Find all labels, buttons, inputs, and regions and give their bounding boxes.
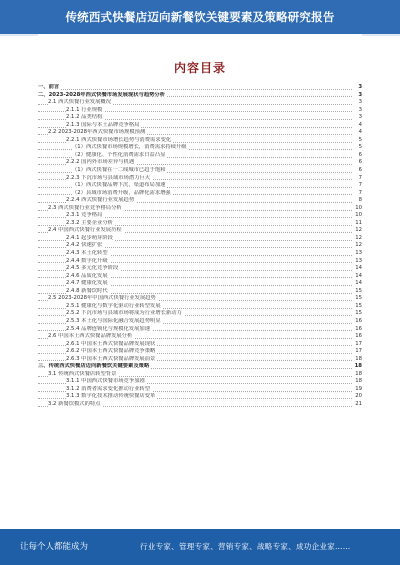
toc-entry-label: 2.4.1 起步萌芽阶段 — [66, 234, 113, 241]
toc-entry-label: 2.2.4 西式快餐行业发展趋势 — [66, 197, 135, 204]
toc-entry-page: 14 — [352, 280, 362, 288]
toc-entry[interactable] — [38, 114, 362, 122]
toc-entry[interactable] — [38, 371, 362, 379]
toc-entry-page: 13 — [352, 250, 362, 258]
toc-entry-page: 15 — [352, 303, 362, 311]
toc-entry-label: 3.2 新餐饮模式的特点 — [48, 400, 101, 407]
toc-entry-label: 2.4.4 数字化升级 — [66, 257, 108, 264]
toc-entry-label: 2.2 2023-2028年西式快餐市场规模预测 — [48, 129, 146, 136]
toc-entry-label: 2.2.1 西式快餐市场增长趋势与消费需求变化 — [66, 136, 172, 143]
toc-entry-label: 2.1.1 行业规模 — [66, 106, 103, 113]
toc-entry-page: 10 — [352, 205, 362, 213]
toc-entry-page: 20 — [352, 393, 362, 401]
toc-entry-label: 3.1.1 中国西式快餐市场竞争加剧 — [66, 378, 145, 385]
toc-entry-page: 6 — [352, 152, 362, 160]
toc-entry[interactable] — [38, 122, 362, 130]
toc-entry[interactable] — [38, 295, 362, 303]
toc-entry[interactable] — [38, 348, 362, 356]
toc-entry-label: 2.6.3 中国本土西式快餐品牌发展前景 — [66, 355, 156, 362]
toc-entry[interactable] — [38, 197, 362, 205]
toc-entry[interactable] — [38, 318, 362, 326]
toc-entry[interactable] — [38, 175, 362, 183]
toc-leader-dots — [38, 89, 352, 90]
toc-entry-label: 一、前言 — [38, 84, 60, 90]
toc-entry-page: 4 — [352, 129, 362, 137]
toc-entry[interactable] — [38, 280, 362, 288]
toc-entry-page: 11 — [352, 220, 362, 228]
toc-list — [38, 84, 362, 409]
toc-entry-label: 2.4.5 多元化竞争阶段 — [66, 265, 119, 272]
toc-title: 内容目录 — [173, 61, 226, 75]
toc-entry-label: 2.5.3 本土化与国际化融合发展趋势明显 — [66, 317, 161, 324]
toc-entry[interactable] — [38, 137, 362, 145]
toc-entry-page: 6 — [352, 167, 362, 175]
toc-entry[interactable] — [38, 310, 362, 318]
toc-entry-label: 2.3.1 竞争格局 — [66, 212, 103, 219]
toc-entry-page: 17 — [352, 348, 362, 356]
toc-entry-page: 15 — [352, 295, 362, 303]
toc-entry-label: 2.2.3 下沉市场与县域市场潜力巨大 — [66, 174, 151, 181]
toc-entry[interactable] — [38, 341, 362, 349]
document-page — [38, 34, 362, 529]
toc-entry-label: 3.1.3 数字化技术推动传统快餐店变革 — [66, 393, 156, 400]
toc-entry-label: 2.4.8 新餐饮时代 — [66, 287, 108, 294]
toc-entry-label: 三、传统西式快餐店迈向新餐饮关键要素及策略 — [38, 363, 150, 370]
toc-entry[interactable] — [38, 393, 362, 401]
toc-entry[interactable] — [38, 99, 362, 107]
toc-entry-label: 2.4.2 快速扩张 — [66, 242, 103, 249]
toc-entry[interactable] — [38, 333, 362, 341]
toc-entry-page: 6 — [352, 159, 362, 167]
toc-entry[interactable] — [38, 386, 362, 394]
toc-entry-page: 18 — [352, 371, 362, 379]
toc-entry[interactable] — [38, 182, 362, 190]
toc-entry[interactable] — [38, 235, 362, 243]
toc-entry-label: 2.4 中国西式快餐行业发展历程 — [48, 227, 122, 234]
toc-entry[interactable] — [38, 92, 362, 100]
toc-entry-page: 3 — [352, 107, 362, 115]
toc-entry-label: 2.1 西式快餐行业发展概况 — [48, 99, 112, 106]
toc-entry-label: 2.5.2 下沉市场与县域市场将成为行业增长新动力 — [66, 310, 182, 317]
toc-entry-page: 16 — [352, 333, 362, 341]
toc-entry-label: 2.1.2 品类结构 — [66, 114, 103, 121]
toc-entry[interactable] — [38, 401, 362, 409]
toc-entry[interactable] — [38, 84, 362, 92]
toc-entry-label: （2）县域市场消费升级，品牌化需求增强 — [72, 189, 171, 196]
toc-entry-label: （1）西式快餐市场规模增长，消费需求持续升级 — [72, 144, 187, 151]
toc-entry-label: （1）西式快餐品牌下沉，渠道布局加速 — [72, 182, 166, 189]
toc-entry-label: 2.3 西式快餐行业竞争格局分析 — [48, 204, 122, 211]
toc-entry-page: 12 — [352, 242, 362, 250]
toc-entry[interactable] — [38, 378, 362, 386]
toc-entry-page: 15 — [352, 310, 362, 318]
toc-entry-label: 2.3.2 主要企业分析 — [66, 219, 113, 226]
toc-entry-label: 二、2023-2028年西式快餐市场发展现状与趋势分析 — [38, 91, 166, 98]
toc-entry-page: 7 — [352, 182, 362, 190]
toc-entry-label: 2.5.4 品牌连锁化与规模化发展加速 — [66, 325, 151, 332]
header-bar — [0, 0, 400, 34]
toc-entry-page: 18 — [352, 378, 362, 386]
toc-entry-label: 2.1.3 国际与本土品牌竞争格局 — [66, 121, 140, 128]
toc-entry-page: 7 — [352, 175, 362, 183]
toc-entry-label: 2.4.7 健康化发展 — [66, 280, 108, 287]
toc-entry-label: 2.4.6 品质化发展 — [66, 272, 108, 279]
toc-entry[interactable] — [38, 250, 362, 258]
toc-entry-label: 2.4.3 本土化转型 — [66, 250, 108, 257]
toc-entry-page: 17 — [352, 341, 362, 349]
toc-entry[interactable] — [38, 205, 362, 213]
toc-entry-page: 15 — [352, 288, 362, 296]
toc-entry-page: 8 — [352, 197, 362, 205]
toc-entry-label: 2.2.2 国内外市场差异与机遇 — [66, 159, 135, 166]
toc-entry-label: 2.6 中国本土西式快餐品牌发展分析 — [48, 333, 133, 340]
toc-entry[interactable] — [38, 273, 362, 281]
toc-entry[interactable] — [38, 190, 362, 198]
toc-entry-page: 16 — [352, 318, 362, 326]
toc-entry-page: 3 — [352, 114, 362, 122]
toc-entry[interactable] — [38, 356, 362, 364]
toc-entry-page: 10 — [352, 212, 362, 220]
toc-entry-label: （2）健康化、个性化消费需求日益凸显 — [72, 151, 166, 158]
toc-entry[interactable] — [38, 107, 362, 115]
toc-entry-page: 7 — [352, 190, 362, 198]
toc-entry[interactable] — [38, 326, 362, 334]
toc-entry-page: 12 — [352, 227, 362, 235]
toc-entry[interactable] — [38, 129, 362, 137]
toc-entry-page: 3 — [352, 99, 362, 107]
toc-entry-label: 3.1.2 消费者需求变化推动行业转型 — [66, 385, 151, 392]
toc-entry[interactable] — [38, 363, 362, 371]
toc-entry-page: 12 — [352, 235, 362, 243]
toc-entry-page: 5 — [352, 144, 362, 152]
toc-entry-label: 2.6.1 中国本土西式快餐品牌发展现状 — [66, 340, 156, 347]
toc-entry[interactable] — [38, 227, 362, 235]
footer-slogan-right: 行业专家、管理专家、营销专家、战略专家、成功企业家…… — [140, 542, 351, 551]
footer-bar — [0, 529, 400, 565]
toc-entry-page: 5 — [352, 137, 362, 145]
toc-entry[interactable] — [38, 159, 362, 167]
toc-entry-page: 18 — [352, 356, 362, 364]
toc-entry-label: （1）西式快餐在一二线城市已趋于饱和 — [72, 167, 166, 174]
toc-entry-page: 13 — [352, 258, 362, 266]
toc-entry-page: 14 — [352, 273, 362, 281]
toc-entry[interactable] — [38, 265, 362, 273]
toc-entry-page: 3 — [352, 84, 362, 92]
toc-entry[interactable] — [38, 288, 362, 296]
toc-entry-page: 4 — [352, 122, 362, 130]
toc-entry-page: 3 — [352, 92, 362, 100]
toc-entry-page: 18 — [352, 363, 362, 371]
toc-entry-page: 14 — [352, 265, 362, 273]
toc-entry-label: 2.5.1 健康化与数字化驱动行业转型发展 — [66, 302, 161, 309]
toc-entry-page: 21 — [352, 401, 362, 409]
footer-slogan-left: 让每个人都能成为 — [20, 542, 89, 552]
report-title: 传统西式快餐店迈向新餐饮关键要素及策略研究报告 — [65, 10, 335, 24]
toc-entry[interactable] — [38, 242, 362, 250]
toc-entry-page: 19 — [352, 386, 362, 394]
toc-entry[interactable] — [38, 167, 362, 175]
toc-entry[interactable] — [38, 212, 362, 220]
toc-entry-label: 2.6.2 中国本土西式快餐品牌竞争策略 — [66, 348, 156, 355]
toc-entry-label: 3.1 传统西式快餐店转型背景 — [48, 370, 117, 377]
toc-entry[interactable] — [38, 144, 362, 152]
toc-entry-page: 16 — [352, 326, 362, 334]
toc-entry[interactable] — [38, 220, 362, 228]
toc-entry[interactable] — [38, 303, 362, 311]
toc-entry[interactable] — [38, 152, 362, 160]
toc-entry[interactable] — [38, 258, 362, 266]
toc-entry-label: 2.5 2023-2028年中国西式快餐行业发展趋势 — [48, 295, 156, 302]
